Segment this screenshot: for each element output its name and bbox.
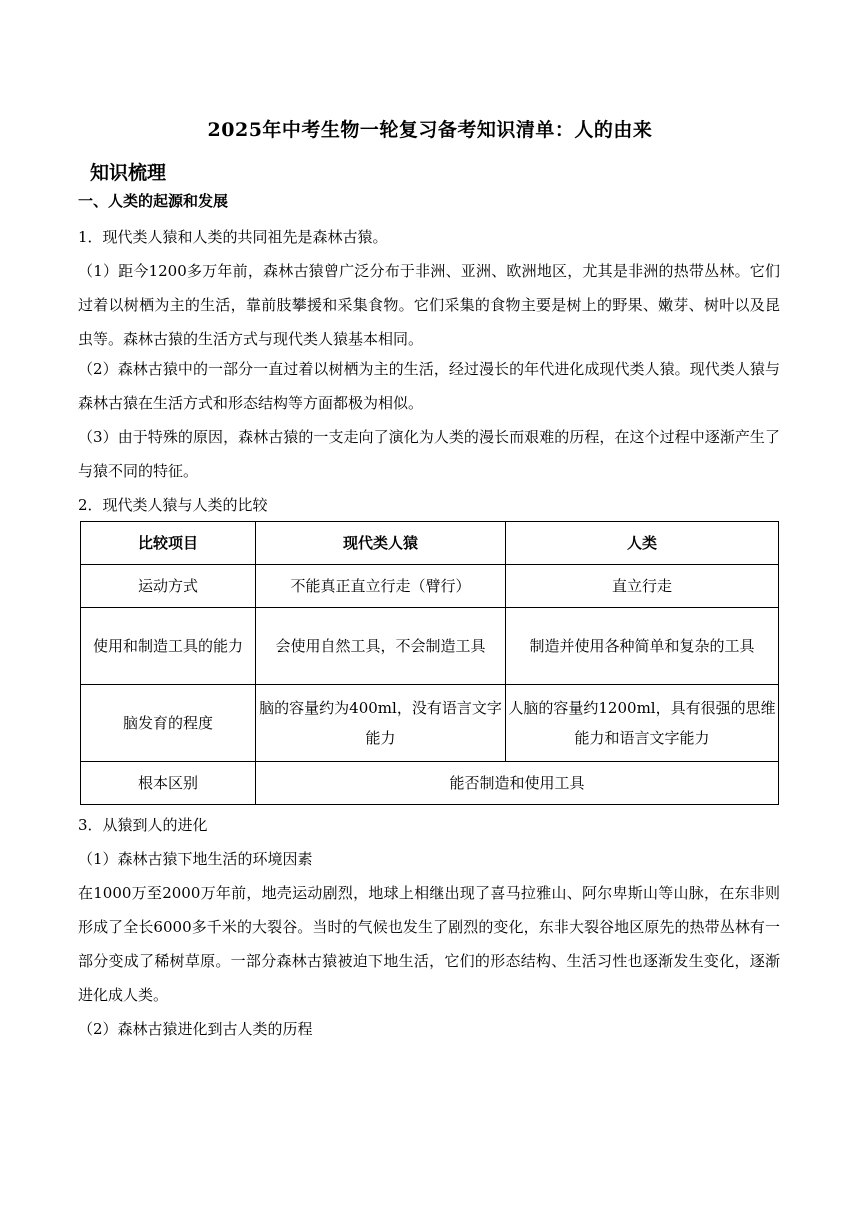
table-row [81, 608, 779, 685]
table-header: 比较项目 [81, 522, 256, 565]
table-cell: 制造并使用各种简单和复杂的工具 [506, 608, 779, 685]
paragraph-3: （3）由于特殊的原因，森林古猿的一支走向了演化为人类的漫长而艰难的历程，在这个过程中逐渐产生了与猿不同的特征。 [78, 428, 780, 480]
paragraph-4: 在1000万至2000万年前，地壳运动剧烈，地球上相继出现了喜马拉雅山、阿尔卑斯山等山脉，在东非则形成了全长6000多千米的大裂谷。当时的气候也发生了剧烈的变化，东非大裂谷地区原先的热带丛林有一部分变成了稀树草原。一部分森林古猿被迫下地生活，它们的形态结构、生活习性也逐渐发生变化，逐渐进化成人类。 [78, 884, 780, 1004]
paragraph-1: （1）距今1200多万年前，森林古猿曾广泛分布于非洲、亚洲、欧洲地区，尤其是非洲的热带丛林。它们过着以树栖为主的生活，靠前肢攀援和采集食物。它们采集的食物主要是树上的野果、嫩芽、树叶以及昆虫等。森林古猿的生活方式与现代类人猿基本相同。 [78, 262, 780, 348]
table-row [81, 685, 779, 762]
item-2: 2．现代类人猿与人类的比较 [78, 496, 268, 514]
table-cell: 运动方式 [81, 565, 256, 608]
table-cell: 不能真正直立行走（臂行） [256, 565, 506, 608]
item-1: 1．现代类人猿和人类的共同祖先是森林古猿。 [78, 228, 388, 246]
paragraph-5-title: （2）森林古猿进化到古人类的历程 [78, 1020, 313, 1038]
section-heading: 知识梳理 [90, 162, 167, 184]
table-cell: 能否制造和使用工具 [256, 762, 779, 805]
paragraph-4-title: （1）森林古猿下地生活的环境因素 [78, 850, 313, 868]
table-header: 人类 [506, 522, 779, 565]
subheading: 一、人类的起源和发展 [78, 192, 229, 210]
table-cell: 直立行走 [506, 565, 779, 608]
table-cell: 会使用自然工具，不会制造工具 [256, 608, 506, 685]
table-cell: 使用和制造工具的能力 [81, 608, 256, 685]
table-row [81, 762, 779, 805]
item-3: 3．从猿到人的进化 [78, 816, 208, 834]
document-title: 2025年中考生物一轮复习备考知识清单：人的由来 [207, 119, 653, 141]
table-cell: 人脑的容量约1200ml，具有很强的思维能力和语言文字能力 [506, 685, 779, 762]
table-cell: 脑发育的程度 [81, 685, 256, 762]
table-header: 现代类人猿 [256, 522, 506, 565]
paragraph-2: （2）森林古猿中的一部分一直过着以树栖为主的生活，经过漫长的年代进化成现代类人猿。现代类人猿与森林古猿在生活方式和形态结构等方面都极为相似。 [78, 360, 780, 412]
table-cell: 根本区别 [81, 762, 256, 805]
table-cell: 脑的容量约为400ml，没有语言文字能力 [256, 685, 506, 762]
comparison-table [80, 521, 779, 805]
table-row [81, 565, 779, 608]
